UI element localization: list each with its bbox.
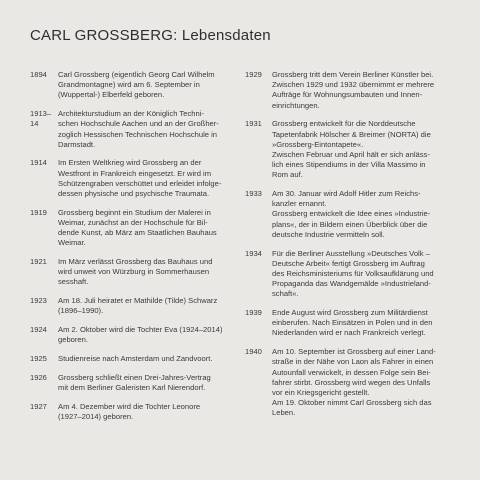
entry-text-line: einrichtungen. (272, 100, 320, 110)
entry-text-line: plans«, der in Bildern einen Überblick über die (272, 219, 428, 229)
entry-year: 1940 (245, 347, 262, 357)
entry-text-line: Grandmontagne) wird am 6. September in (58, 80, 200, 90)
entry-text (58, 257, 212, 288)
timeline-entry (30, 402, 235, 422)
entry-text-line: Aufträge für Wohnungsumbauten und Innen- (272, 90, 423, 100)
entry-text-line: Am 10. September ist Grossberg auf einer Land- (272, 347, 436, 357)
entry-text (58, 158, 221, 199)
entry-text (272, 119, 431, 180)
timeline-entry (30, 208, 235, 249)
entry-text-line: Im Ersten Weltkrieg wird Grossberg an der (58, 158, 202, 168)
timeline-entry (245, 70, 460, 111)
timeline-column-right (245, 70, 460, 427)
entry-year: 1934 (245, 248, 262, 258)
entry-text-line: Leben. (272, 408, 296, 418)
entry-text-line: geboren. (58, 335, 88, 345)
page-title: CARL GROSSBERG: Lebensdaten (30, 27, 271, 44)
entry-text-line: zoglich Hessischen Technischen Hochschule in (58, 129, 217, 139)
entry-text-line: Im März verlässt Grossberg das Bauhaus und (58, 257, 213, 267)
entry-text-line: (1896–1990). (58, 306, 104, 316)
entry-text (58, 296, 217, 316)
entry-text (58, 354, 213, 364)
entry-year: 1924 (30, 325, 47, 335)
entry-text-line: Propaganda das Wandgemälde »Industrieland- (272, 279, 431, 289)
entry-text-line: schen Hochschule Aachen und an der Großher- (58, 119, 219, 129)
entry-text-line: Weimar. (58, 238, 86, 248)
entry-text-line: Zwischen Februar und April hält er sich anläss- (272, 149, 430, 159)
entry-text-line: Am 2. Oktober wird die Tochter Eva (1924–2014) (58, 325, 223, 335)
entry-text-line: Am 30. Januar wird Adolf Hitler zum Reichs- (272, 189, 421, 199)
timeline-entry (30, 325, 235, 345)
entry-year: 1919 (30, 207, 47, 217)
entry-text (272, 189, 430, 240)
entry-text (58, 402, 200, 422)
entry-text-line: Grossberg beginnt ein Studium der Malerei in (58, 207, 211, 217)
timeline-entry (30, 109, 235, 150)
timeline-entry (30, 257, 235, 288)
entry-text-line: Westfront in Frankreich eingesetzt. Er wird im (58, 168, 212, 178)
timeline-entry (245, 308, 460, 339)
entry-text (58, 373, 211, 393)
entry-text-line: fahrer stirbt. Grossberg wird wegen des Unfalls (272, 377, 431, 387)
entry-text (272, 249, 434, 300)
entry-text-line: Tapetenfabrik Hölscher & Breimer (NORTA) die (272, 129, 431, 139)
entry-text-line: dende Kunst, ab März am Staatlichen Bauhaus (58, 228, 217, 238)
entry-text-line: Schützengraben verschüttet und erleidet infolge- (58, 178, 222, 188)
entry-text-line: Am 19. Oktober nimmt Carl Grossberg sich das (272, 398, 432, 408)
entry-text (58, 325, 222, 345)
timeline-entry (245, 249, 460, 300)
entry-text-line: Zwischen 1929 und 1932 übernimmt er mehrere (272, 80, 435, 90)
entry-text-line: Am 4. Dezember wird die Tochter Leonore (58, 401, 201, 411)
timeline-entry (30, 354, 235, 364)
entry-text-line: Grossberg tritt dem Verein Berliner Künstler bei. (272, 70, 434, 79)
timeline-entry (245, 347, 460, 418)
timeline-entry (245, 119, 460, 180)
entry-text-line: Deutsche Arbeit« fertigt Grossberg im Auftrag (272, 258, 425, 268)
entry-year: 1914 (30, 158, 47, 168)
entry-text-line: schaft«. (272, 289, 299, 299)
entry-text-line: mit dem Berliner Galeristen Karl Nierendorf. (58, 382, 206, 392)
timeline-entry (30, 158, 235, 199)
entry-text-line: Grossberg entwickelt für die Norddeutsche (272, 119, 416, 129)
timeline-entry (245, 189, 460, 240)
entry-year: 1925 (30, 353, 47, 363)
entry-text-line: des Reichsministeriums für Volksaufklärung und (272, 268, 434, 278)
timeline-entry (30, 373, 235, 393)
entry-text-line: Weimar, zunächst an der Hochschule für Bil- (58, 217, 208, 227)
timeline-entry (30, 70, 235, 101)
entry-text-line: (Wuppertal-) Elberfeld geboren. (58, 90, 165, 100)
entry-text (58, 70, 215, 101)
entry-text-line: lich eines Stipendiums in der Villa Massimo in (272, 160, 426, 170)
entry-text-line: straße in der Nähe von Laon als Fahrer in einen (272, 357, 434, 367)
entry-text (272, 347, 436, 418)
timeline-entry (30, 296, 235, 316)
entry-text-line: Am 18. Juli heiratet er Mathilde (Tilde) Schwarz (58, 296, 218, 306)
entry-text-line: Ende August wird Grossberg zum Militärdienst (272, 308, 428, 318)
entry-text-line: Autounfall verwickelt, in dessen Folge sein Bei- (272, 367, 431, 377)
entry-year: 1921 (30, 257, 47, 267)
entry-text-line: vor ein Kriegsgericht gestellt. (272, 387, 370, 397)
entry-year: 1926 (30, 372, 47, 382)
entry-year: 1927 (30, 401, 47, 411)
entry-text-line: Architekturstudium an der Königlich Techni- (58, 109, 204, 119)
entry-text-line: Für die Berliner Ausstellung »Deutsches Volk – (272, 248, 430, 258)
entry-text-line: Grossberg entwickelt die Idee eines »Industrie- (272, 209, 431, 219)
entry-text-line: wird unweit von Würzburg in Sommerhausen (58, 267, 210, 277)
entry-text-line: Niederlanden wird er nach Frankreich verlegt. (272, 328, 426, 338)
entry-year: 1929 (245, 70, 262, 79)
entry-year: 1913–14 (30, 109, 52, 129)
entry-year: 1894 (30, 70, 47, 79)
entry-text-line: dessen physische und psychische Traumata. (58, 189, 210, 199)
entry-text-line: (1927–2014) geboren. (58, 411, 134, 421)
entry-text-line: Carl Grossberg (eigentlich Georg Carl Wilhelm (58, 70, 215, 79)
entry-text-line: sesshaft. (58, 277, 89, 287)
entry-text-line: deutsche Industrie vermitteln soll. (272, 229, 385, 239)
entry-text (58, 208, 217, 249)
entry-text-line: Studienreise nach Amsterdam und Zandvoort. (58, 353, 213, 363)
entry-text-line: kanzler ernannt. (272, 199, 327, 209)
entry-text-line: einberufen. Nach Einsätzen in Polen und in den (272, 318, 433, 328)
entry-year: 1923 (30, 296, 47, 306)
entry-text (272, 308, 432, 339)
entry-year: 1939 (245, 308, 262, 318)
entry-text-line: Grossberg schließt einen Drei-Jahres-Vertrag (58, 372, 211, 382)
entry-text-line: Darmstadt. (58, 139, 96, 149)
entry-text (272, 70, 434, 111)
timeline-column-left (30, 70, 235, 430)
entry-text (58, 109, 219, 150)
entry-text-line: »Grossberg-Eintontapete«. (272, 139, 364, 149)
entry-year: 1933 (245, 189, 262, 199)
entry-text-line: Rom auf. (272, 170, 303, 180)
entry-year: 1931 (245, 119, 262, 129)
